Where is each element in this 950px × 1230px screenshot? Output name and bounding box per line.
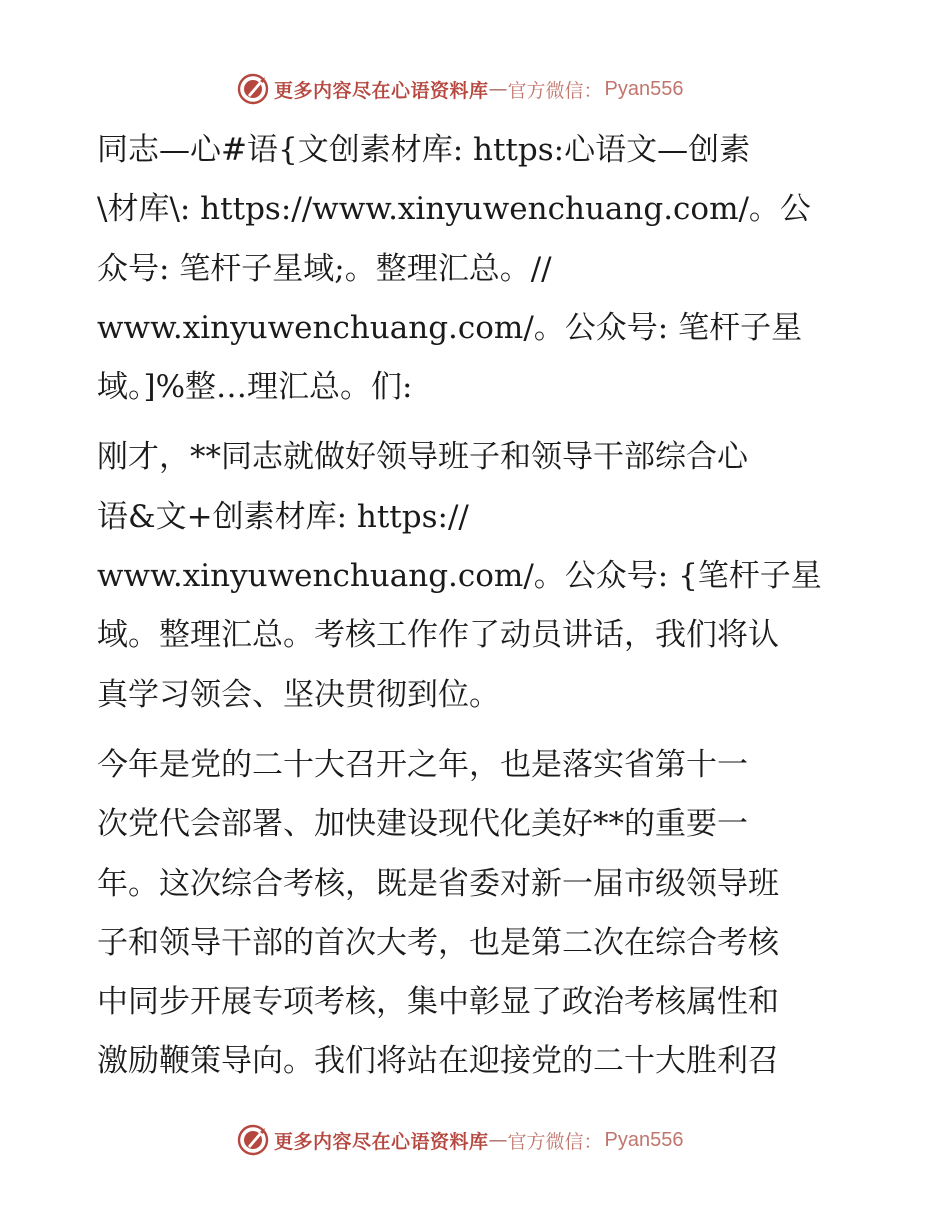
text-line: 刚才，**同志就做好领导班子和领导干部综合心: [97, 439, 748, 476]
header-banner: [236, 71, 684, 107]
banner-wechat-label: 官方微信：: [507, 79, 603, 102]
text-line: 中同步开展专项考核，集中彰显了政治考核属性和: [97, 984, 779, 1021]
text-line: www.xinyuwenchuang.com/。公众号: 笔杆子星: [97, 309, 803, 346]
text-line: 同志—心#语{文创素材库: https:心语文—创素: [97, 132, 751, 168]
quill-seal-logo-icon: [236, 1123, 270, 1157]
text-line: 众号: 笔杆子星域;。整理汇总。//: [97, 250, 552, 287]
document-body: [97, 121, 857, 1103]
text-line: 真学习领会、坚决贯彻到位。: [97, 676, 500, 713]
paragraph-2: [97, 428, 857, 724]
text-line: www.xinyuwenchuang.com/。公众号: {笔杆子星: [97, 558, 822, 595]
banner-separator: —: [488, 1129, 508, 1151]
text-line: 激励鞭策导向。我们将站在迎接党的二十大胜利召: [97, 1043, 779, 1080]
text-line: 子和领导干部的首次大考，也是第二次在综合考核: [97, 924, 779, 961]
banner-wechat-id: Pyan556: [604, 1128, 684, 1151]
text-line: 语&文+创素材库: https://: [97, 498, 469, 535]
banner-tagline: 更多内容尽在心语资料库: [274, 79, 489, 102]
text-line: 年。这次综合考核，既是省委对新一届市级领导班: [97, 865, 779, 902]
quill-seal-logo-icon: [236, 72, 270, 106]
banner-wechat-label: 官方微信：: [507, 1130, 603, 1153]
banner-separator: —: [488, 78, 508, 100]
text-line: 今年是党的二十大召开之年，也是落实省第十一: [97, 746, 748, 783]
footer-banner: [236, 1122, 684, 1158]
banner-wechat-id: Pyan556: [604, 77, 684, 100]
text-line: 域。整理汇总。考核工作作了动员讲话，我们将认: [97, 617, 779, 654]
text-line: \材库\: https://www.xinyuwenchuang.com/。公: [97, 191, 811, 228]
banner-tagline: 更多内容尽在心语资料库: [274, 1130, 489, 1153]
text-line: 次党代会部署、加快建设现代化美好**的重要一: [97, 806, 748, 843]
text-line: 域。]%整…理汇总。们:: [97, 369, 413, 406]
paragraph-3: [97, 736, 857, 1092]
paragraph-1: [97, 121, 857, 417]
